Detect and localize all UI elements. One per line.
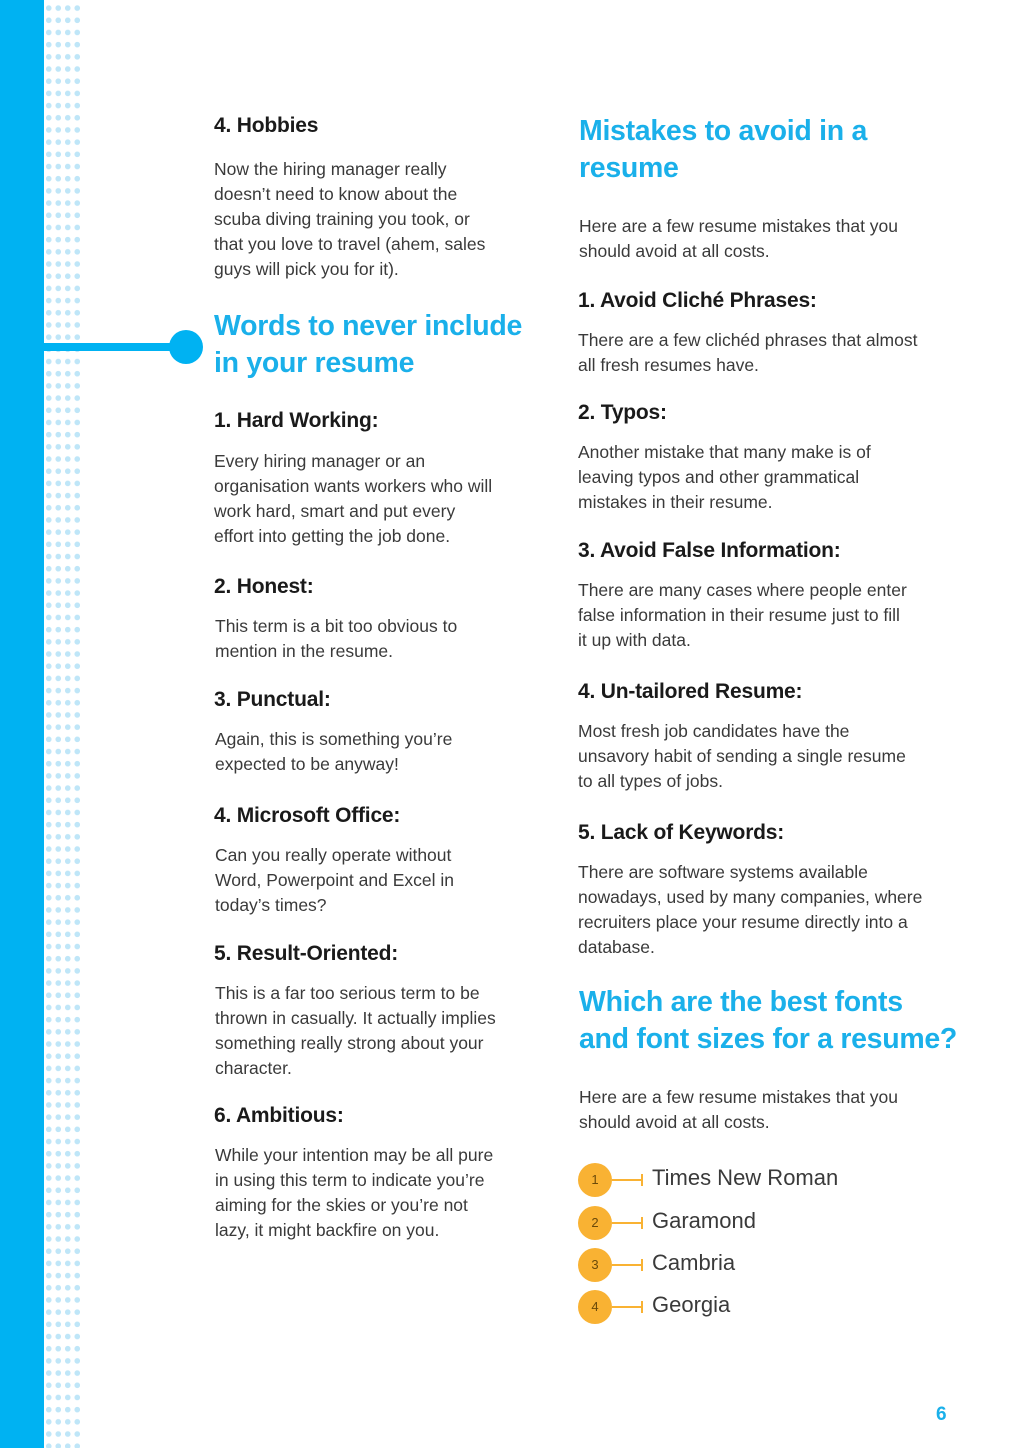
text-line: should avoid at all costs. [579, 1112, 770, 1132]
font-list-item [578, 1248, 898, 1282]
mistake-item-text [578, 578, 907, 653]
font-name: Georgia [652, 1292, 731, 1317]
mistake-item-heading: 4. Un-tailored Resume: [578, 680, 803, 703]
text-line: all fresh resumes have. [578, 355, 759, 375]
text-line: scuba diving training you took, or [214, 209, 470, 229]
word-item-text [215, 614, 457, 664]
font-list-item [578, 1290, 898, 1324]
text-line: There are many cases where people enter [578, 580, 907, 600]
title-line: Words to never include [214, 310, 523, 342]
connector-tick-icon [641, 1301, 643, 1313]
word-item-heading: 2. Honest: [214, 575, 314, 598]
sidebar-accent-bar [0, 0, 44, 1448]
word-item-text [215, 981, 496, 1081]
fonts-intro [579, 1085, 898, 1135]
text-line: lazy, it might backfire on you. [215, 1220, 440, 1240]
mistake-item-heading: 2. Typos: [578, 401, 667, 424]
title-line: Mistakes to avoid in a [579, 115, 867, 147]
text-line: There are a few clichéd phrases that almost [578, 330, 918, 350]
text-line: character. [215, 1058, 292, 1078]
text-line: mention in the resume. [215, 641, 394, 661]
word-item-heading: 6. Ambitious: [214, 1104, 344, 1127]
text-line: in using this term to indicate you’re [215, 1170, 485, 1190]
connector-tick-icon [641, 1259, 643, 1271]
text-line: Now the hiring manager really [214, 159, 447, 179]
number-badge: 2 [578, 1206, 612, 1240]
hobbies-text [214, 157, 485, 282]
text-line: Every hiring manager or an [214, 451, 426, 471]
mistake-item-text [578, 328, 917, 378]
text-line: guys will pick you for it). [214, 259, 399, 279]
text-line: Here are a few resume mistakes that you [579, 1087, 899, 1107]
word-item-text [214, 449, 492, 549]
text-line: Can you really operate without [215, 845, 452, 865]
connector-line-icon [612, 1179, 642, 1181]
font-list-item [578, 1163, 898, 1197]
number-badge: 4 [578, 1290, 612, 1324]
mistakes-section-title [579, 113, 959, 187]
text-line: Again, this is something you’re [215, 729, 453, 749]
fonts-section-title [579, 984, 979, 1058]
mistake-item-text [578, 719, 906, 794]
font-name: Cambria [652, 1250, 736, 1275]
mistake-item-heading: 1. Avoid Cliché Phrases: [578, 289, 817, 312]
word-item-heading: 4. Microsoft Office: [214, 804, 401, 827]
number-badge: 1 [578, 1163, 612, 1197]
connector-line-icon [612, 1264, 642, 1266]
text-line: Here are a few resume mistakes that you [579, 216, 899, 236]
connector-tick-icon [641, 1174, 643, 1186]
text-line: it up with data. [578, 630, 691, 650]
hobbies-heading: 4. Hobbies [214, 114, 319, 137]
text-line: effort into getting the job done. [214, 526, 451, 546]
text-line: doesn’t need to know about the [214, 184, 458, 204]
text-line: While your intention may be all pure [215, 1145, 494, 1165]
text-line: This is a far too serious term to be [215, 983, 480, 1003]
title-line: resume [579, 152, 679, 184]
text-line: There are software systems available [578, 862, 868, 882]
title-line: and font sizes for a resume? [579, 1023, 958, 1055]
section-connector-line [44, 343, 184, 351]
font-name: Times New Roman [652, 1165, 839, 1190]
page-number: 6 [936, 1404, 947, 1425]
font-name: Garamond [652, 1208, 756, 1233]
word-item-text [215, 727, 452, 777]
section-connector-dot [169, 330, 203, 364]
text-line: that you love to travel (ahem, sales [214, 234, 486, 254]
mistakes-intro [579, 214, 898, 264]
text-line: work hard, smart and put every [214, 501, 456, 521]
text-line: aiming for the skies or you’re not [215, 1195, 468, 1215]
mistake-item-heading: 3. Avoid False Information: [578, 539, 841, 562]
dot-pattern-decoration [44, 0, 82, 1448]
text-line: Another mistake that many make is of [578, 442, 871, 462]
text-line: to all types of jobs. [578, 771, 723, 791]
word-item-text [215, 843, 454, 918]
text-line: mistakes in their resume. [578, 492, 773, 512]
title-line: in your resume [214, 347, 415, 379]
text-line: database. [578, 937, 655, 957]
text-line: leaving typos and other grammatical [578, 467, 860, 487]
text-line: thrown in casually. It actually implies [215, 1008, 496, 1028]
text-line: unsavory habit of sending a single resume [578, 746, 906, 766]
number-badge: 3 [578, 1248, 612, 1282]
text-line: should avoid at all costs. [579, 241, 770, 261]
word-item-text [215, 1143, 493, 1243]
text-line: organisation wants workers who will [214, 476, 493, 496]
word-item-heading: 5. Result-Oriented: [214, 942, 399, 965]
connector-line-icon [612, 1222, 642, 1224]
text-line: recruiters place your resume directly into a [578, 912, 908, 932]
word-item-heading: 3. Punctual: [214, 688, 331, 711]
text-line: This term is a bit too obvious to [215, 616, 458, 636]
font-list-item [578, 1206, 898, 1240]
text-line: Most fresh job candidates have the [578, 721, 850, 741]
connector-tick-icon [641, 1217, 643, 1229]
connector-line-icon [612, 1306, 642, 1308]
mistake-item-text [578, 440, 871, 515]
title-line: Which are the best fonts [579, 986, 903, 1018]
mistake-item-heading: 5. Lack of Keywords: [578, 821, 785, 844]
text-line: something really strong about your [215, 1033, 484, 1053]
text-line: expected to be anyway! [215, 754, 399, 774]
words-section-title [214, 308, 554, 382]
text-line: false information in their resume just to fill [578, 605, 900, 625]
text-line: Word, Powerpoint and Excel in [215, 870, 454, 890]
mistake-item-text [578, 860, 922, 960]
text-line: nowadays, used by many companies, where [578, 887, 923, 907]
text-line: today’s times? [215, 895, 327, 915]
word-item-heading: 1. Hard Working: [214, 409, 379, 432]
